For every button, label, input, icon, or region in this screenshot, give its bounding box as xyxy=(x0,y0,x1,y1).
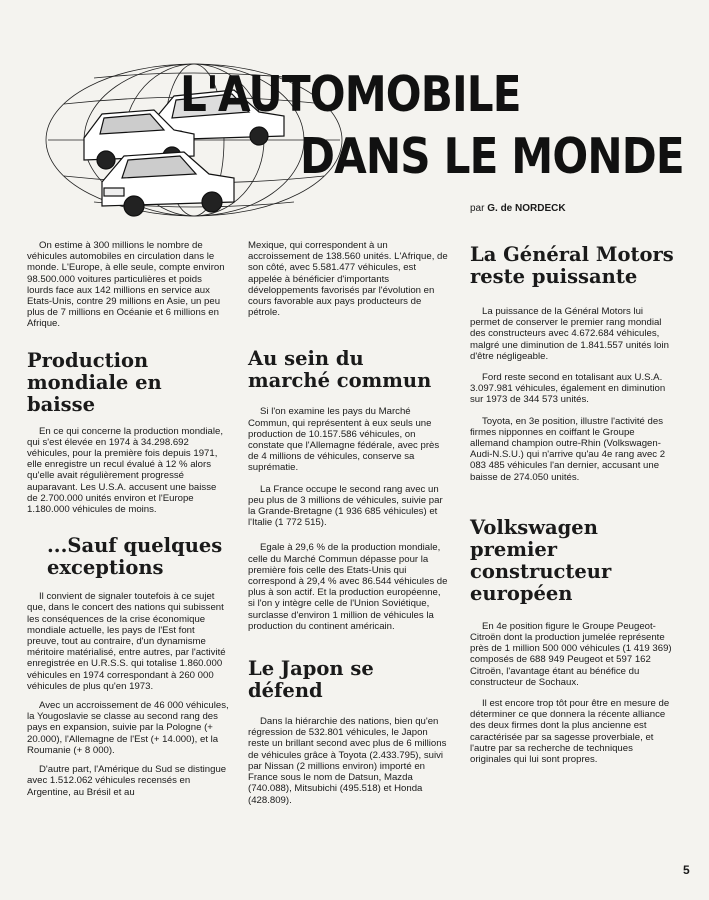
paragraph-mexique: Mexique, qui correspondent à un accroissement de 138.560 unités. L'Afrique, de son côté, avec 5.581.477 véhicules, est appelée à bénéficier d'importants développements favorisés par l'évolution en cours favorable aux pays producteurs de pétrole. xyxy=(248,240,448,319)
column-1 xyxy=(27,240,229,798)
heading-general-motors: La Général Motors reste puissante xyxy=(470,243,674,288)
column-3 xyxy=(470,244,674,765)
paragraph-peugeot-citroen: En 4e position figure le Groupe Peugeot-Citroën dont la production jumelée représente près de 1 million 500 000 véhicules (1 419 369) composés de 688 949 Peugeot et 597 162 Citroën, l'avantage étant au bénéfice du constructeur de Sochaux. xyxy=(470,620,672,688)
paragraph-marche-commun: Si l'on examine les pays du Marché Commun, qui représentent à eux seuls une production de 10.157.586 véhicules, on constate que l'Allemagne fédérale, avec près de 4 millions de véhicules, conserve sa suprématie. xyxy=(248,406,440,474)
paragraph-egale: Egale à 29,6 % de la production mondiale, celle du Marché Commun dépasse pour la première fois celle des Etats-Unis qui correspond à 29,4 % avec 86.544 véhicules de plus à son actif. Et la production européenne, si l'on y intègre celle de l'Union Soviétique, surclasse d'environ 1 million de véhicules la production du continent américain. xyxy=(248,542,448,632)
heading-production: Production mondiale en baisse xyxy=(27,348,162,416)
paragraph-alliance: Il est encore trop tôt pour être en mesure de déterminer ce que donnera la récente alliance des deux firmes dont la plus ancienne est caractérisée par sa sagesse proverbiale, et l'autre par sa recherche de techniques originales qui lui sont propres. xyxy=(470,698,670,766)
paragraph-japon: Dans la hiérarchie des nations, bien qu'en régression de 532.801 véhicules, le Japon reste un brillant second avec plus de 6 millions de véhicules grâce à Toyota (2.433.795), suivi par Nissan (2 millions environ) importé en France sous le nom de Datsun, Mazda (740.088), Mitsubichi (495.518) et Honda (428.809). xyxy=(248,716,447,806)
intro-paragraph: On estime à 300 millions le nombre de véhicules automobiles en circulation dans le monde. L'Europe, à elle seule, compte environ 98.500.000 voitures particulières et poids lourds face aux 142 millions en service aux Etats-Unis, contre 29 millions en Asie, un peu plus de 7 millions en Océanie et 6 millions en Afrique. xyxy=(27,240,225,330)
paragraph-toyota: Toyota, en 3e position, illustre l'activité des firmes nipponnes en coiffant le Groupe allemand champion outre-Rhin (Volkswagen-Audi-N.S.U.) qui n'arrive qu'au 4e rang avec 2 083 485 véhicules l'an dernier, accusant une baisse de 274.050 unités. xyxy=(470,415,666,483)
paragraph-amerique-sud: D'autre part, l'Amérique du Sud se distingue avec 1.512.062 véhicules recensés en Argentine, au Brésil et au xyxy=(27,764,227,798)
paragraph-yougoslavie: Avec un accroissement de 46 000 véhicules, la Yougoslavie se classe au second rang des pays en expansion, suivie par la Pologne (+ 20.000), l'Allemagne de l'Est (+ 14.000), et la Roumanie (+ 8 000). xyxy=(27,700,229,756)
heading-marche-commun: Au sein du marché commun xyxy=(248,347,432,393)
byline-prefix: par xyxy=(470,203,485,214)
paragraph-france: La France occupe le second rang avec un peu plus de 3 millions de véhicules, suivie par la Grande-Bretagne (1 936 685 véhicules) et l'Italie (1 772 515). xyxy=(248,483,443,529)
heading-japon: Le Japon se défend xyxy=(248,657,374,703)
byline xyxy=(470,203,566,214)
heading-volkswagen: Volkswagen premier constructeur européen xyxy=(470,515,612,605)
page-title-line2: DANS LE MONDE xyxy=(300,128,684,185)
paragraph-production: En ce qui concerne la production mondiale, qui s'est élevée en 1974 à 34.298.692 véhicules, pour la première fois depuis 1971, elle enregistre un recul évalué à 12 % alors qu'elle avait régulièrement progressé auparavant. Les U.S.A. accusent une baisse de 2.700.000 unités environ et l'Europe 1.180.000 véhicules de moins. xyxy=(27,425,223,516)
paragraph-general-motors: La puissance de la Général Motors lui permet de conserver le premier rang mondial des constructeurs avec 4.672.684 véhicules, malgré une diminution de 1.841.557 unités loin d'être négligeable. xyxy=(470,306,669,362)
page-title-line1: L'AUTOMOBILE xyxy=(180,66,521,123)
byline-author: G. de NORDECK xyxy=(487,203,566,214)
column-2 xyxy=(248,240,448,806)
paragraph-ford: Ford reste second en totalisant aux U.S.A. 3.097.981 véhicules, également en diminution sur 1973 de 344 573 unités. xyxy=(470,372,666,406)
page-number: 5 xyxy=(683,863,690,877)
paragraph-exceptions: Il convient de signaler toutefois à ce sujet que, dans le concert des nations qui subissent les conséquences de la crise économique mondiale actuelle, les pays de l'Est font preuve, tout au contraire, d'un dynamisme méritoire matérialisé, entre autres, par l'activité enregistrée en U.R.S.S. qui totalise 1.860.000 véhicules en 1974 correspondant à 260 000 véhicules de plus qu'en 1973. xyxy=(27,591,226,692)
heading-exceptions: ...Sauf quelques exceptions xyxy=(47,534,223,580)
